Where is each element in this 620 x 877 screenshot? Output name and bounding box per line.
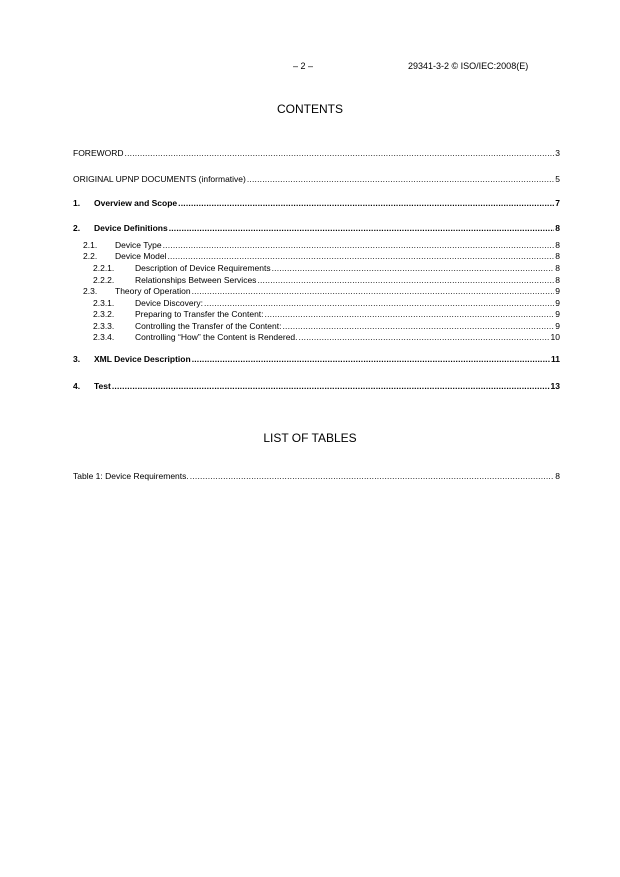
toc-entry-text: FOREWORD bbox=[73, 148, 124, 158]
toc-leader bbox=[192, 286, 555, 296]
toc-leader bbox=[168, 251, 555, 261]
toc-entry-device-definitions[interactable] bbox=[73, 223, 560, 233]
toc-entry-number: 2.3.3. bbox=[93, 321, 115, 331]
toc-entry-page: 7 bbox=[555, 198, 560, 208]
toc-entry-page: 8 bbox=[555, 223, 560, 233]
toc-entry-number: 2.2.2. bbox=[93, 275, 115, 285]
toc-entry-text: Overview and Scope bbox=[94, 198, 178, 208]
toc-entry-number: 3. bbox=[73, 354, 81, 364]
toc-entry-page: 9 bbox=[555, 309, 560, 319]
toc-leader bbox=[282, 321, 554, 331]
toc-leader bbox=[178, 198, 554, 208]
page-number: – 2 – bbox=[293, 61, 314, 71]
toc-leader bbox=[247, 174, 554, 184]
toc-entry-number: 2.3.2. bbox=[93, 309, 115, 319]
toc-entry-page: 5 bbox=[555, 174, 560, 184]
toc-entry-text: Device Discovery: bbox=[135, 298, 204, 308]
toc-leader bbox=[257, 275, 554, 285]
toc-entry-number: 1. bbox=[73, 198, 81, 208]
toc-leader bbox=[125, 148, 555, 158]
toc-entry-overview[interactable] bbox=[73, 198, 560, 208]
toc-entry-text: Theory of Operation bbox=[115, 286, 191, 296]
toc-entry-text: XML Device Description bbox=[94, 354, 191, 364]
toc-entry-text: Relationships Between Services bbox=[135, 275, 257, 285]
toc-entry-original-upnp[interactable] bbox=[73, 174, 560, 184]
toc-leader bbox=[272, 263, 555, 273]
toc-entry-text: Device Type bbox=[115, 240, 162, 250]
toc-entry-foreword[interactable] bbox=[73, 148, 560, 158]
toc-entry-number: 2.2. bbox=[83, 251, 98, 261]
contents-title: CONTENTS bbox=[277, 102, 343, 116]
toc-entry-text: Test bbox=[94, 381, 111, 391]
toc-entry-device-requirements[interactable] bbox=[73, 263, 560, 273]
toc-entry-text: ORIGINAL UPNP DOCUMENTS (informative) bbox=[73, 174, 246, 184]
toc-entry-page: 8 bbox=[555, 275, 560, 285]
toc-entry-device-model[interactable] bbox=[73, 251, 560, 261]
toc-entry-text: Device Definitions bbox=[94, 223, 168, 233]
toc-entry-test[interactable] bbox=[73, 381, 560, 391]
toc-entry-page: 10 bbox=[550, 332, 560, 342]
document-id: 29341-3-2 © ISO/IEC:2008(E) bbox=[408, 61, 529, 71]
toc-entry-text: Preparing to Transfer the Content: bbox=[135, 309, 264, 319]
toc-entry-page: 9 bbox=[555, 286, 560, 296]
toc-entry-text: Controlling the Transfer of the Content: bbox=[135, 321, 282, 331]
toc-entry-text: Description of Device Requirements bbox=[135, 263, 271, 273]
toc-entry-page: 8 bbox=[555, 263, 560, 273]
toc-leader bbox=[204, 298, 554, 308]
toc-leader bbox=[265, 309, 555, 319]
toc-entry-xml-device-description[interactable] bbox=[73, 354, 560, 364]
toc-leader bbox=[169, 223, 555, 233]
toc-entry-text: Controlling “How” the Content is Rendered. bbox=[135, 332, 298, 342]
table-list-entry[interactable] bbox=[73, 471, 560, 481]
table-entry-page: 8 bbox=[555, 471, 560, 481]
toc-leader bbox=[112, 381, 550, 391]
toc-entry-page: 3 bbox=[555, 148, 560, 158]
toc-leader bbox=[299, 332, 550, 342]
toc-leader bbox=[192, 354, 550, 364]
toc-leader bbox=[190, 471, 555, 481]
toc-entry-page: 9 bbox=[555, 321, 560, 331]
toc-entry-number: 2. bbox=[73, 223, 81, 233]
toc-entry-number: 2.2.1. bbox=[93, 263, 115, 273]
toc-entry-number: 2.3. bbox=[83, 286, 98, 296]
table-entry-text: Table 1: Device Requirements. bbox=[73, 471, 189, 481]
toc-entry-number: 2.3.4. bbox=[93, 332, 115, 342]
toc-entry-number: 2.3.1. bbox=[93, 298, 115, 308]
toc-entry-number: 4. bbox=[73, 381, 81, 391]
toc-entry-preparing-transfer[interactable] bbox=[73, 309, 560, 319]
toc-entry-controlling-rendering[interactable] bbox=[73, 332, 560, 342]
toc-entry-theory-of-operation[interactable] bbox=[73, 286, 560, 296]
toc-entry-page: 8 bbox=[555, 251, 560, 261]
toc-entry-page: 8 bbox=[555, 240, 560, 250]
toc-entry-page: 11 bbox=[551, 354, 560, 364]
list-of-tables-title: LIST OF TABLES bbox=[263, 431, 357, 445]
toc-entry-device-type[interactable] bbox=[73, 240, 560, 250]
toc-entry-relationships[interactable] bbox=[73, 275, 560, 285]
toc-leader bbox=[163, 240, 555, 250]
toc-entry-device-discovery[interactable] bbox=[73, 298, 560, 308]
toc-entry-page: 9 bbox=[555, 298, 560, 308]
toc-entry-text: Device Model bbox=[115, 251, 167, 261]
toc-entry-number: 2.1. bbox=[83, 240, 98, 250]
toc-entry-controlling-transfer[interactable] bbox=[73, 321, 560, 331]
toc-entry-page: 13 bbox=[550, 381, 560, 391]
